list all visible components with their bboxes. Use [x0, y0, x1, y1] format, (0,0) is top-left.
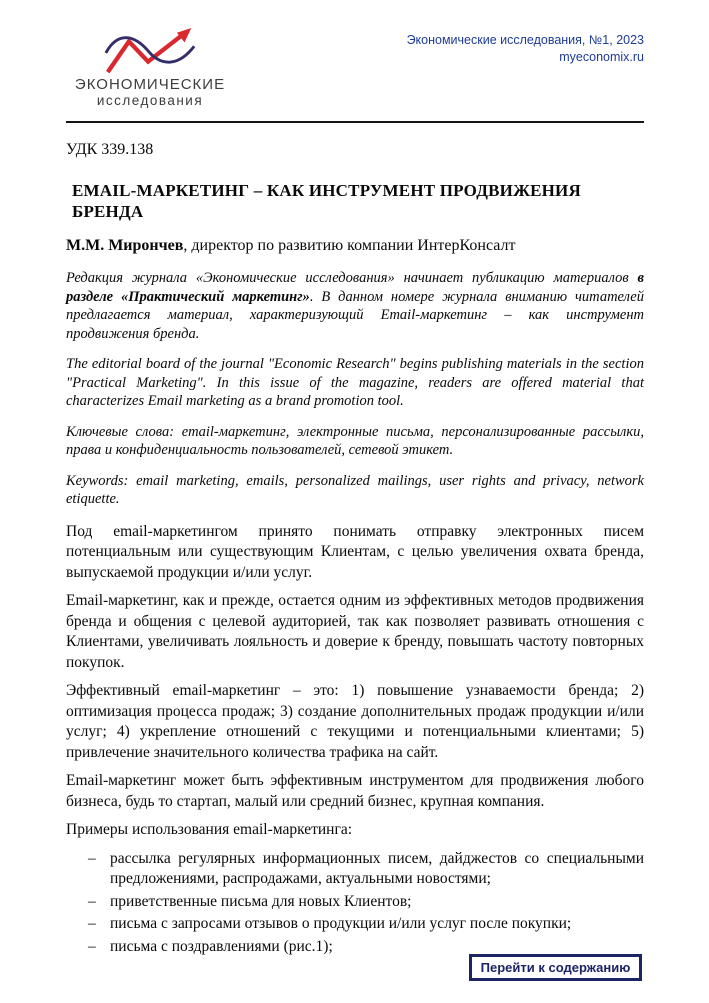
list-item: – рассылка регулярных информационных писем, дайджестов со специальными предложениями, распродажами, актуальными новостями; — [66, 849, 644, 890]
go-to-contents-button[interactable]: Перейти к содержанию — [469, 954, 642, 981]
udk-code: УДК 339.138 — [66, 141, 154, 158]
dash-marker: – — [88, 915, 96, 932]
page-header — [66, 0, 644, 123]
keywords-en: Keywords: email marketing, emails, personalized mailings, user rights and privacy, network etiquette. — [66, 472, 644, 507]
abstract-ru-bold: в разделе «Практический маркетинг» — [66, 270, 644, 305]
body-paragraph: Под email-маркетингом принято понимать отправку электронных писем потенциальным или существующим Клиентам, с целью увеличения охвата бренда, выпускаемой продукции и/или услуг. — [66, 522, 644, 581]
dash-marker: – — [88, 892, 96, 910]
abstract-ru: Редакция журнала «Экономические исследования» начинает публикацию материалов в разделе «Практический маркетинг». В данном номере журнала вниманию читателей предлагается материал, характеризующий Email-маркетинг – как инструмент продвижения бренда. — [66, 270, 644, 342]
keywords-ru: Ключевые слова: email-маркетинг, электронные письма, персонализированные рассылки, права и конфиденциальность пользователей, сетевой этикет. — [66, 423, 644, 458]
body-paragraph: Email-маркетинг, как и прежде, остается одним из эффективных методов продвижения бренда и общения с целевой аудиторией, так как позволяет развивать отношения с Клиентами, увеличивать лояльность и доверие к бренду, повышать частоту повторных покупок. — [66, 592, 644, 671]
dash-marker: – — [88, 937, 96, 955]
author-line — [66, 235, 644, 256]
article-content — [66, 140, 644, 957]
author-affiliation: , директор по развитию компании ИнтерКонсалт — [183, 237, 516, 254]
list-item: – письма с запросами отзывов о продукции и/или услуг после покупки; — [66, 914, 644, 935]
issue-reference: Экономические исследования, №1, 2023 — [406, 33, 644, 47]
dash-marker: – — [88, 849, 96, 867]
logo-subtitle: исследования — [96, 93, 204, 108]
body-paragraph: Примеры использования email-маркетинга: — [66, 821, 353, 838]
issue-info — [407, 32, 644, 66]
examples-list — [66, 849, 644, 958]
body-paragraph: Email-маркетинг может быть эффективным инструментом для продвижения любого бизнеса, будь то стартап, малый или средний бизнес, крупная компания. — [66, 772, 644, 810]
logo-wave-arrow-icon — [102, 26, 198, 76]
author-name: М.М. Мирончев — [66, 237, 184, 254]
journal-logo — [70, 26, 230, 108]
body-paragraph: Эффективный email-маркетинг – это: 1) повышение узнаваемости бренда; 2) оптимизация процесса продаж; 3) создание дополнительных продаж продукции и/или услуг; 4) укрепление отношений с текущими и потенциальными клиентами; 5) привлечение значительного количества трафика на сайт. — [66, 682, 644, 761]
abstract-en: The editorial board of the journal "Economic Research" begins publishing materials in the section "Practical Marketing". In this issue of the magazine, readers are offered material that characterizes Email marketing as a brand promotion tool. — [66, 356, 644, 409]
body-section — [66, 522, 644, 958]
logo-title: ЭКОНОМИЧЕСКИЕ — [74, 76, 226, 93]
abstract-section — [66, 269, 644, 509]
article-title: EMAIL-МАРКЕТИНГ – КАК ИНСТРУМЕНТ ПРОДВИЖЕНИЯ БРЕНДА — [72, 181, 581, 221]
list-item: – письма с поздравлениями (рис.1); — [66, 937, 644, 958]
list-item: – приветственные письма для новых Клиентов; — [66, 892, 644, 913]
website-link[interactable]: myeconomix.ru — [559, 50, 644, 64]
